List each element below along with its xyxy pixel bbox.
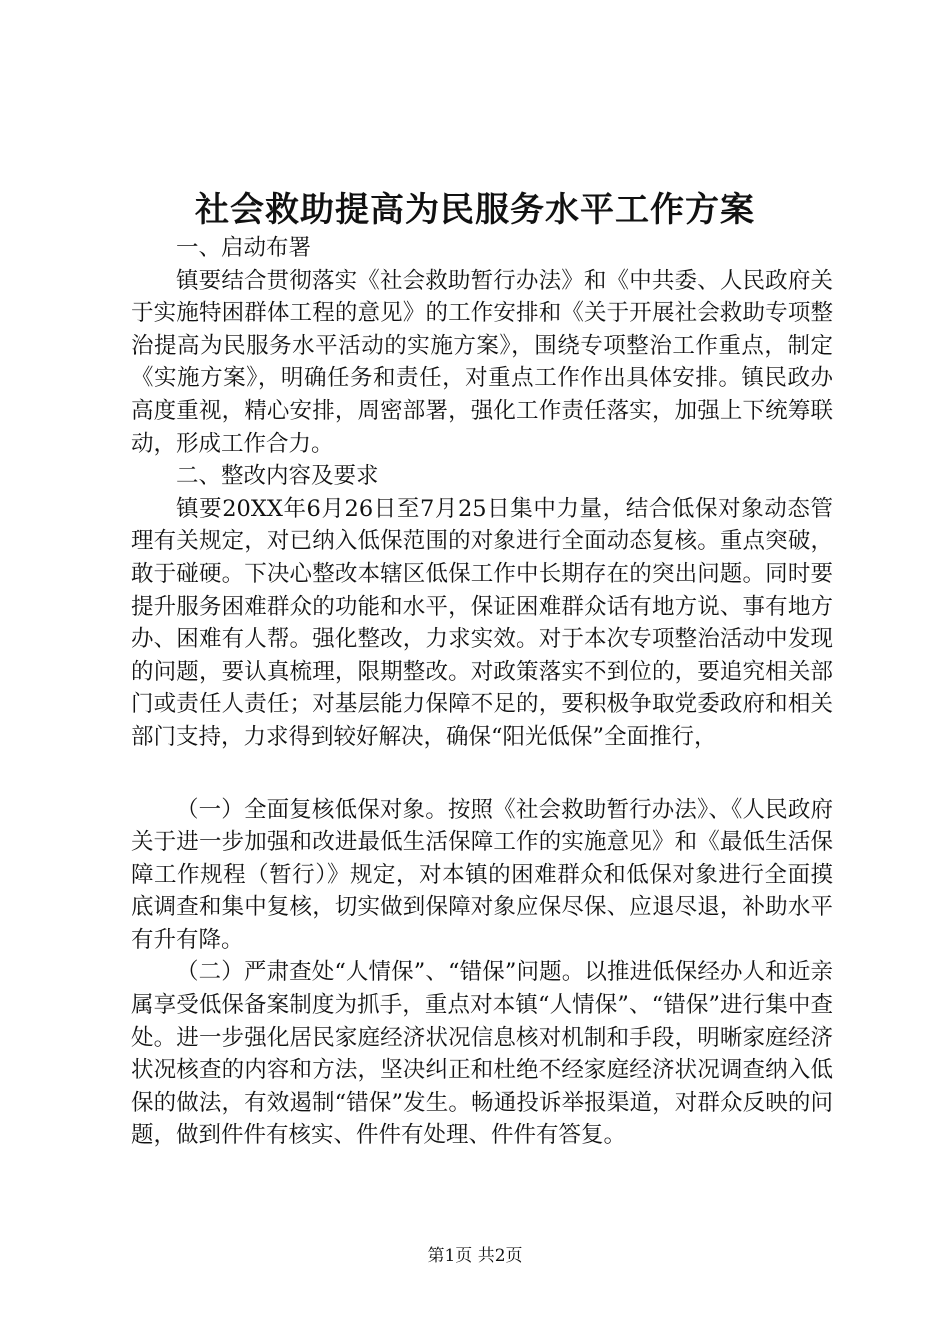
item-paragraph-1: （一）全面复核低保对象。按照《社会救助暂行办法》、《人民政府关于进一步加强和改进最低生活保障工作的实施意见》和《最低生活保障工作规程（暂行）》规定，对本镇的困难群众和低保对象进行全面摸底调查和集中复核，切实做到保障对象应保尽保、应退尽退，补助水平有升有降。 <box>131 796 833 953</box>
paragraph-gap <box>131 754 833 794</box>
section-paragraph-1: 镇要结合贯彻落实《社会救助暂行办法》和《中共委、人民政府关于实施特困群体工程的意见》的工作安排和《关于开展社会救助专项整治提高为民服务水平活动的实施方案》，围绕专项整治工作重点，制定《实施方案》，明确任务和责任，对重点工作作出具体安排。镇民政办高度重视，精心安排，周密部署，强化工作责任落实，加强上下统筹联动，形成工作合力。 <box>131 267 833 457</box>
item-paragraph-2: （二）严肃查处“人情保”、“错保”问题。以推进低保经办人和近亲属享受低保备案制度为抓手，重点对本镇“人情保”、“错保”进行集中查处。进一步强化居民家庭经济状况信息核对机制和手段，明晰家庭经济状况核查的内容和方法，坚决纠正和杜绝不经家庭经济状况调查纳入低保的做法，有效遏制“错保”发生。畅通投诉举报渠道，对群众反映的问题，做到件件有核实、件件有处理、件件有答复。 <box>131 959 833 1149</box>
document-body <box>131 232 833 1152</box>
section-paragraph-2: 镇要20XX年6月26日至7月25日集中力量，结合低保对象动态管理有关规定，对已纳入低保范围的对象进行全面动态复核。重点突破，敢于碰硬。下决心整改本辖区低保工作中长期存在的突出问题。同时要提升服务困难群众的功能和水平，保证困难群众话有地方说、事有地方办、困难有人帮。强化整改，力求实效。对于本次专项整治活动中发现的问题，要认真梳理，限期整改。对政策落实不到位的，要追究相关部门或责任人责任；对基层能力保障不足的，要积极争取党委政府和相关部门支持，力求得到较好解决，确保“阳光低保”全面推行， <box>131 495 833 750</box>
document-title: 社会救助提高为民服务水平工作方案 <box>195 190 755 230</box>
section-heading-2: 二、整改内容及要求 <box>176 463 379 490</box>
page-footer: 第1页 共2页 <box>427 1246 523 1266</box>
section-heading-1: 一、启动布署 <box>176 235 312 261</box>
